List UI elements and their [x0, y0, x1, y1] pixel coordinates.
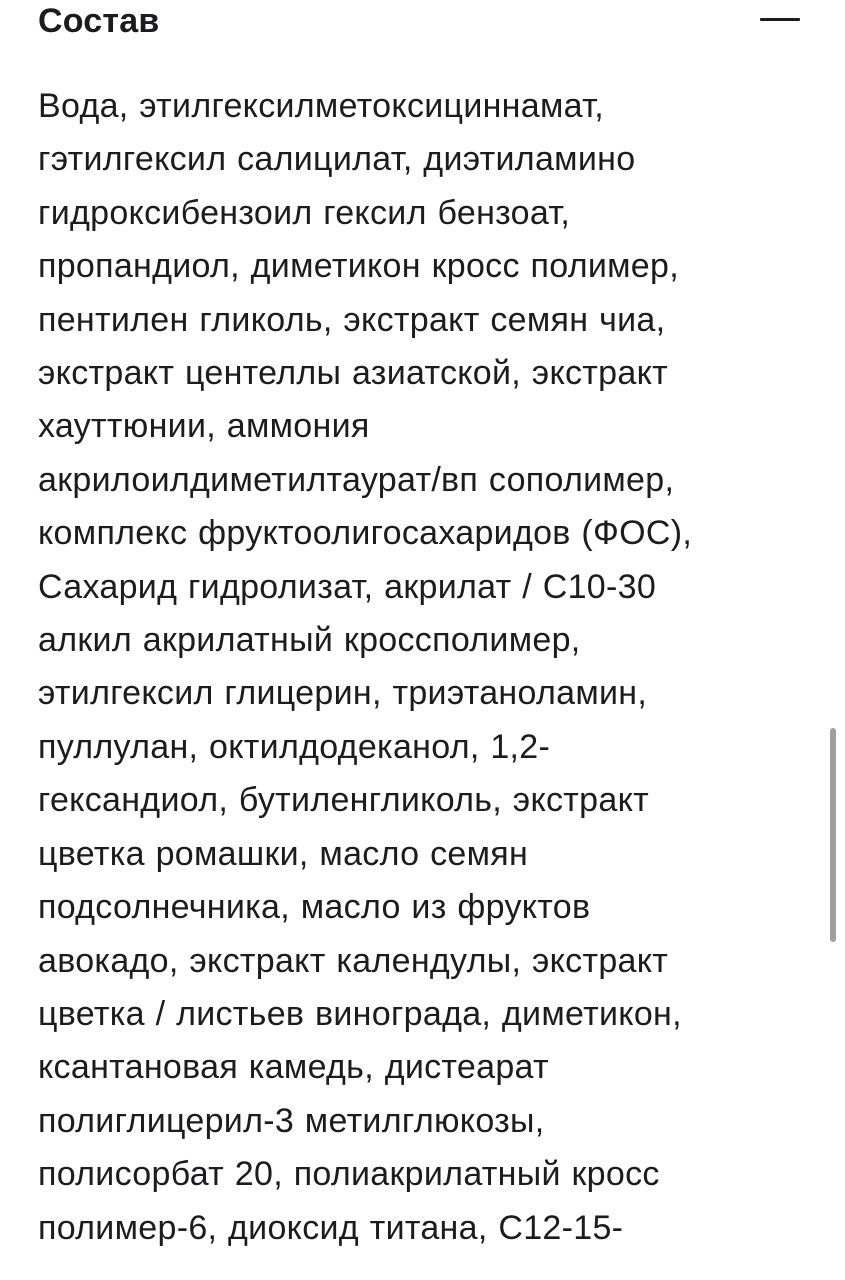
composition-content: [38, 80, 813, 1280]
composition-accordion-header[interactable]: [0, 0, 845, 50]
minus-icon: [760, 18, 800, 21]
scrollbar-thumb[interactable]: [830, 728, 836, 942]
section-title: Состав: [38, 2, 160, 40]
collapse-button[interactable]: [748, 2, 808, 38]
ingredients-text: Вода, этилгексилметоксициннамат, гэтилгексил салицилат, диэтиламино гидроксибензоил гексил бензоат, пропандиол, диметикон кросс полимер, пентилен гликоль, экстракт семян чиа, экстракт центеллы азиатской, экстракт хауттюнии, аммония акрилоилдиметилтаурат/вп сополимер, комплекс фруктоолигосахаридов (ФОС), Сахарид гидролизат, акрилат / С10-30 алкил акрилатный кроссполимер, этилгексил глицерин, триэтаноламин, пуллулан, октилдодеканол, 1,2- гександиол, бутиленгликоль, экстракт цветка ромашки, масло семян подсолнечника, масло из фруктов авокадо, экстракт календулы, экстракт цветка / листьев винограда, диметикон, ксантановая камедь, дистеарат полиглицерил-3 метилглюкозы, полисорбат 20, полиакрилатный кросс полимер-6, диоксид титана, С12-15-: [38, 87, 693, 1247]
